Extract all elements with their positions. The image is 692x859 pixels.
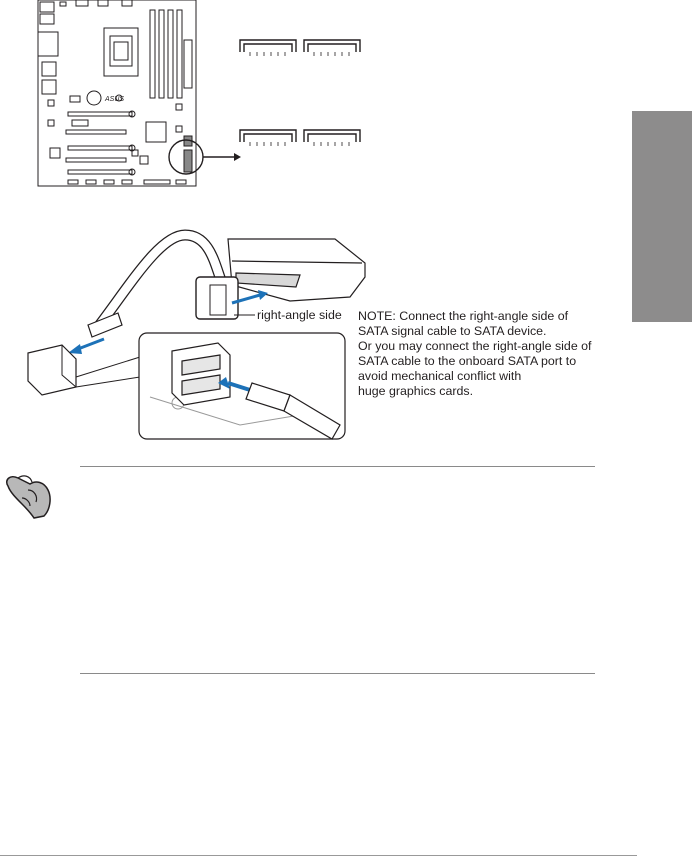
note-line-2: SATA signal cable to SATA device.	[358, 324, 547, 338]
note-line-1: NOTE: Connect the right-angle side of	[358, 309, 569, 323]
note-box-bottom-rule	[80, 673, 595, 674]
note-line-4: SATA cable to the onboard SATA port to	[358, 354, 577, 368]
footer-rule	[0, 855, 637, 856]
hard-drive	[228, 239, 365, 301]
pointer-arrow-icon	[234, 153, 241, 161]
motherboard-layout-diagram	[0, 0, 400, 200]
hand-pointing-icon	[0, 468, 60, 522]
sata-cable-illustration	[0, 225, 370, 443]
note-line-6: huge graphics cards.	[358, 384, 474, 398]
right-angle-side-label: right-angle side	[257, 308, 342, 322]
note-line-5: avoid mechanical conflict with	[358, 369, 522, 383]
chapter-side-tab	[632, 111, 692, 322]
note-line-3: Or you may connect the right-angle side of	[358, 339, 592, 353]
board-brand: ASUS	[105, 96, 125, 103]
note-box-top-rule	[80, 466, 595, 467]
sata-port-block	[28, 345, 76, 395]
